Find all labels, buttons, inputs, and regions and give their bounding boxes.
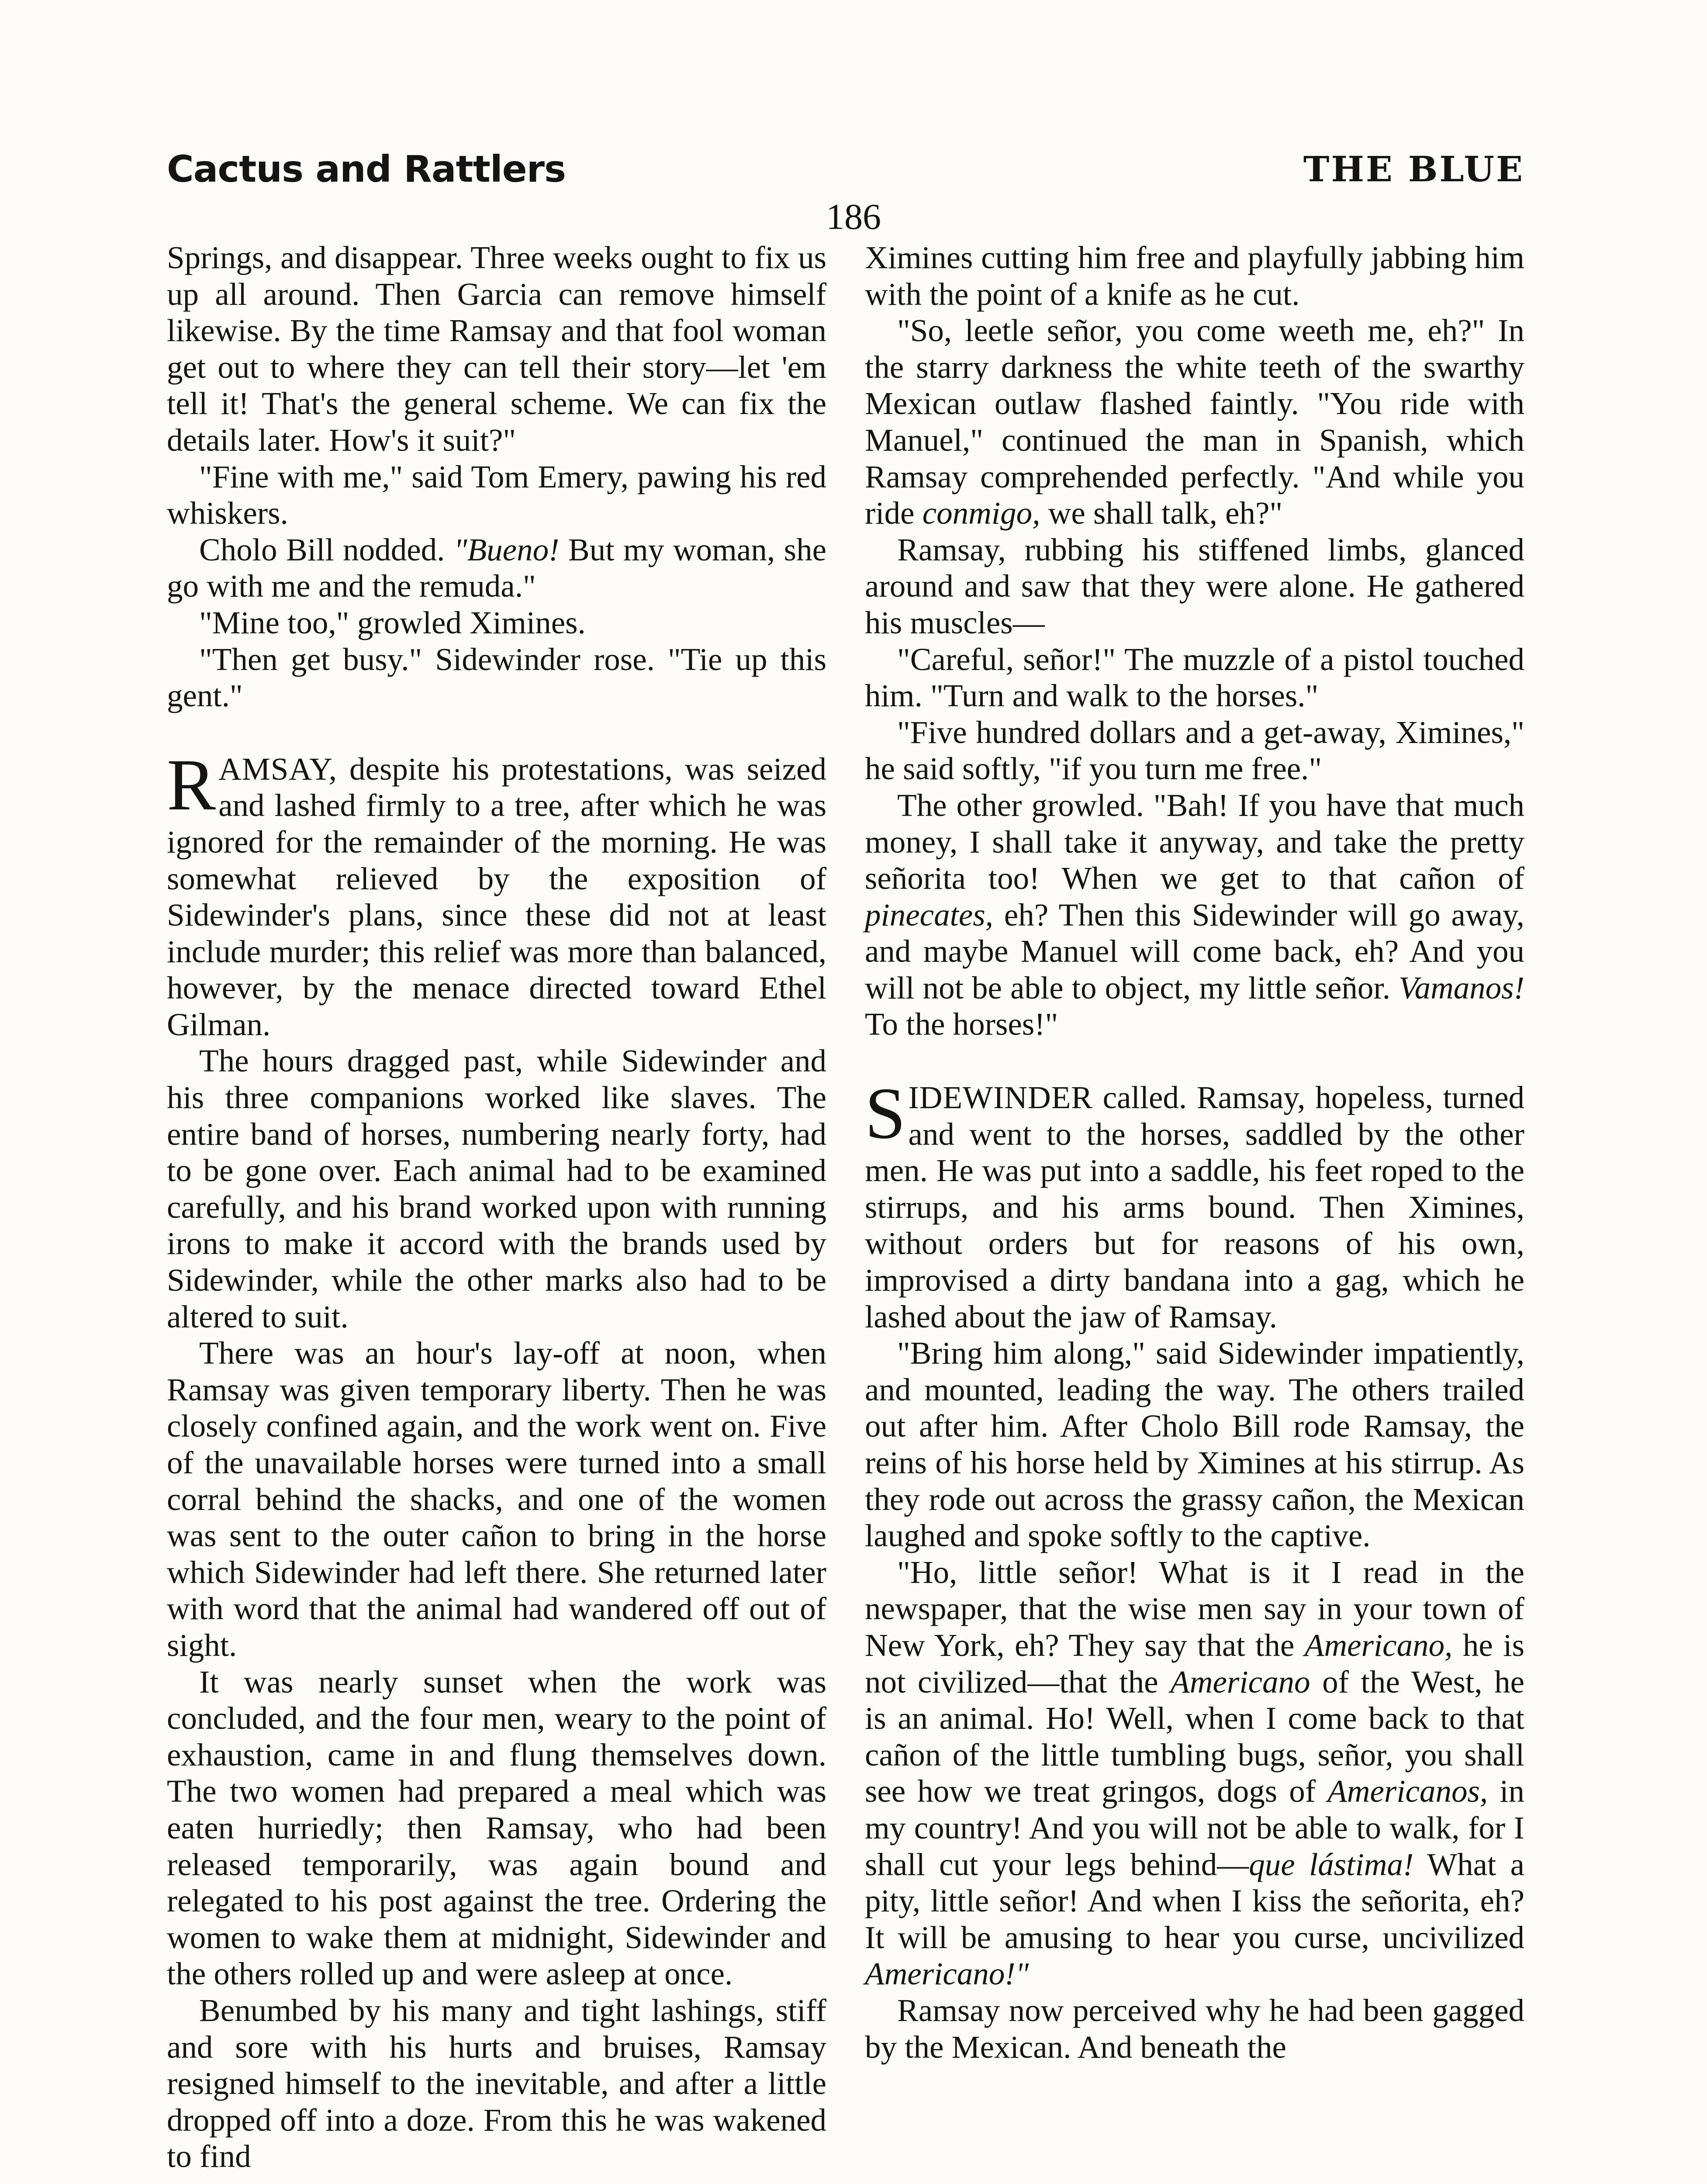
italic-text: Americano!"	[865, 1956, 1029, 1992]
text-run: But my woman, she go with me and the remuda."	[167, 532, 826, 604]
text-run: we shall talk, eh?"	[1040, 495, 1283, 531]
drop-cap: R	[167, 744, 216, 826]
italic-text: que lástima!	[1249, 1846, 1414, 1882]
paragraph: The hours dragged past, while Sidewinder and his three companions worked like slaves. The entire band of horses, numbering nearly forty, had to be gone over. Each animal had to be examined carefully, and his brand worked upon with running irons to make it accord with the brands used by Sidewinder, while the other marks also had to be altered to suit.	[167, 1043, 826, 1334]
paragraph: Benumbed by his many and tight lashings, stiff and sore with his hurts and bruises, Ramsay resigned himself to the inevitable, and after a little dropped off into a doze. From this he was wakened to find	[167, 1992, 826, 2174]
text-run: he is not civilized—that the	[865, 1627, 1525, 1700]
paragraph: Springs, and disappear. Three weeks ought to fix us up all around. Then Garcia can remove himself likewise. By the time Ramsay and that fool woman get out to where they can tell their story—let 'em tell it! That's the general scheme. We can fix the details later. How's it suit?"	[167, 240, 826, 458]
paragraph: "Then get busy." Sidewinder rose. "Tie up this gent."	[167, 641, 826, 714]
text-run: eh? Then this Sidewinder will go away, and maybe Manuel will come back, eh? And you will not be able to object, my little señor.	[865, 897, 1524, 1006]
lead-in-caps: IDEWINDER	[908, 1080, 1093, 1116]
paragraph: "Mine too," growled Ximines.	[199, 605, 586, 640]
paragraph: "Careful, señor!" The muzzle of a pistol touched him. "Turn and walk to the horses."	[865, 641, 1524, 714]
italic-text: Americano,	[1304, 1627, 1453, 1663]
italic-text: Vamanos!	[1399, 970, 1524, 1006]
section-paragraph	[865, 1073, 1524, 1335]
text-run: What a pity, little señor! And when I kiss the señorita, eh? It will be amusing to hear you curse, uncivilized	[865, 1846, 1525, 1955]
text-run: despite his protestations, was seized and lashed firmly to a tree, after which he was ignored for the remainder of the morning. He was somewhat relieved by the exposition of Sidewinder's plans, since these did not at least include murder; this relief was more than balanced, however, by the menace directed toward Ethel Gilman.	[167, 751, 826, 1042]
paragraph: Ramsay, rubbing his stiffened limbs, glanced around and saw that they were alone. He gathered his muscles—	[865, 532, 1524, 640]
magazine-title-header: THE BLUE	[1303, 149, 1524, 190]
italic-text: Americano	[1170, 1664, 1310, 1700]
paragraph: "Fine with me," said Tom Emery, pawing his red whiskers.	[167, 459, 826, 531]
paragraph: "Bring him along," said Sidewinder impatiently, and mounted, leading the way. The others trailed out after him. After Cholo Bill rode Ramsay, the reins of his horse held by Ximines at his stirrup. As they rode out across the grassy cañon, the Mexican laughed and spoke softly to the captive.	[865, 1335, 1524, 1554]
page-number: 186	[826, 197, 881, 237]
italic-text: "Bueno!	[453, 532, 560, 567]
text-run: "Ho, little señor! What is it I read in the newspaper, that the wise men say in your town of New York, eh? They say that the	[865, 1554, 1524, 1663]
text-run: The other growled. "Bah! If you have that much money, I shall take it anyway, and take the pretty señorita too! When we get to that cañon of	[865, 787, 1524, 896]
paragraph: It was nearly sunset when the work was concluded, and the four men, weary to the point of exhaustion, came in and flung themselves down. The two women had prepared a meal which was eaten hurriedly; then Ramsay, who had been released temporarily, was again bound and relegated to his post against the tree. Ordering the women to wake them at midnight, Sidewinder and the others rolled up and were asleep at once.	[167, 1664, 826, 1992]
italic-text: conmigo,	[922, 495, 1040, 531]
story-title-header: Cactus and Rattlers	[167, 148, 566, 190]
text-run: called. Ramsay, hopeless, turned and went to the horses, saddled by the other men. He was put into a saddle, his feet roped to the stirrups, and his arms bound. Then Ximines, without orders but for reasons of his own, improvised a dirty bandana into a gag, which he lashed about the jaw of Ramsay.	[865, 1080, 1524, 1334]
paragraph: Ramsay now perceived why he had been gagged by the Mexican. And beneath the	[865, 1992, 1524, 2065]
text-run: in my country! And you will not be able to walk, for I shall cut your legs behind—	[865, 1773, 1524, 1882]
italic-text: pinecates,	[865, 897, 993, 933]
paragraph	[167, 532, 826, 605]
text-run: of the West, he is an animal. Ho! Well, when I come back to that cañon of the little tumbling bugs, señor, you shall see how we treat gringos, dogs of	[865, 1664, 1524, 1809]
section-paragraph	[167, 744, 826, 1043]
right-column	[865, 239, 1524, 2065]
drop-cap: S	[865, 1073, 906, 1154]
paragraph: There was an hour's lay-off at noon, when Ramsay was given temporary liberty. Then he was closely confined again, and the work went on. Five of the unavailable horses were turned into a small corral behind the shacks, and one of the women was sent to the outer cañon to bring in the horse which Sidewinder had left there. She returned later with word that the animal had wandered off out of sight.	[167, 1335, 826, 1663]
paragraph: Ximines cutting him free and playfully jabbing him with the point of a knife as he cut.	[865, 240, 1524, 312]
paragraph: "Five hundred dollars and a get-away, Ximines," he said softly, "if you turn me free."	[865, 714, 1524, 787]
text-run: To the horses!"	[865, 1006, 1058, 1042]
paragraph	[865, 787, 1524, 1043]
text-run: Cholo Bill nodded.	[199, 532, 454, 567]
text-run: "So, leetle señor, you come weeth me, eh?" In the starry darkness the white teeth of the swarthy Mexican outlaw flashed faintly. "You ride with Manuel," continued the man in Spanish, which Ramsay comprehended perfectly. "And while you ride	[865, 313, 1524, 531]
italic-text: Americanos,	[1327, 1773, 1488, 1809]
paragraph	[865, 312, 1524, 532]
lead-in-caps: AMSAY,	[218, 751, 337, 787]
paragraph	[865, 1554, 1524, 1992]
left-column	[167, 239, 826, 2175]
